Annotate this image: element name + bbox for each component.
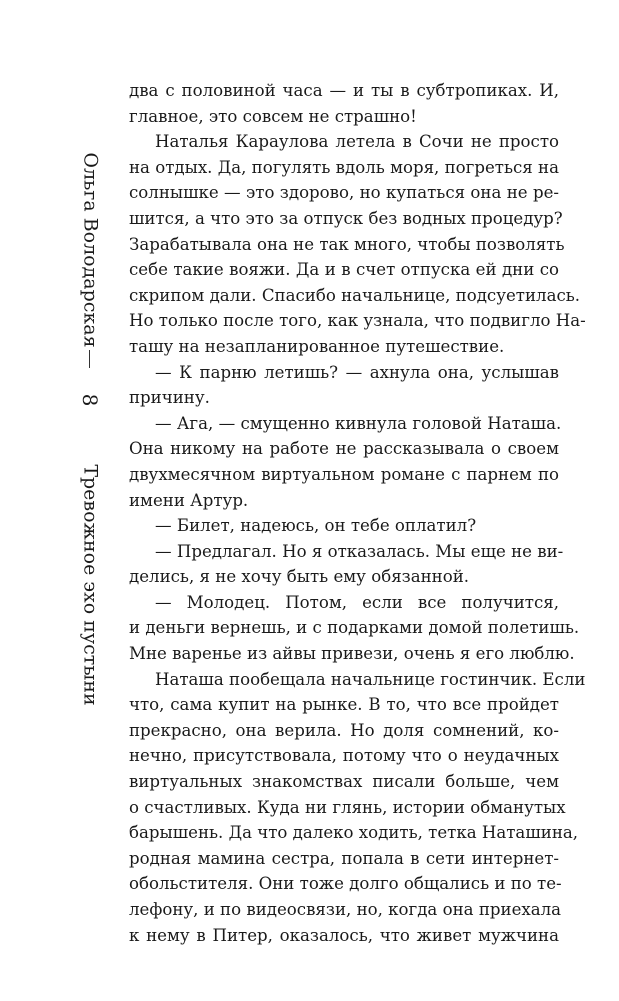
text-line: солнышке — это здорово, но купаться она не ре- <box>129 183 559 203</box>
text-line: барышень. Да что далеко ходить, тетка Наташина, <box>129 823 579 843</box>
text-line: Мне варенье из айвы привези, очень я его люблю. <box>129 644 575 664</box>
text-line: Наташа пообещала начальнице гостинчик. Если <box>155 669 586 689</box>
text-line: лефону, и по видеосвязи, но, когда она приехала <box>129 900 562 919</box>
separator-rule <box>89 350 90 368</box>
text-line: — К парню летишь? — ахнула она, услышав <box>155 362 559 382</box>
text-line: прекрасно, она верила. Но доля сомнений, ко- <box>129 720 559 740</box>
text-line: — Молодец. Потом, если все получится, <box>155 592 559 612</box>
text-line: виртуальных знакомствах писали больше, чем <box>129 772 559 792</box>
text-line: шится, а что это за отпуск без водных процедур? <box>129 208 563 228</box>
text-line: скрипом дали. Спасибо начальнице, подсуетилась. <box>129 285 581 305</box>
text-line: ташу на незапланированное путешествие. <box>129 336 505 356</box>
text-line: обольстителя. Они тоже долго общались и по те- <box>129 874 562 894</box>
body-text <box>129 78 586 948</box>
text-line: — Билет, надеюсь, он тебе оплатил? <box>155 516 477 536</box>
text-line: себе такие вояжи. Да и в счет отпуска ей дни со <box>129 260 559 280</box>
book-title: Тревожное эхо пустыни <box>79 464 102 706</box>
text-line: на отдых. Да, погулять вдоль моря, погреться на <box>129 157 559 177</box>
text-line: два с половиной часа — и ты в субтропиках. И, <box>129 81 559 100</box>
text-line: главное, это совсем не страшно! <box>129 106 417 126</box>
text-line: — Предлагал. Но я отказалась. Мы еще не ви- <box>155 541 564 561</box>
text-line: Но только после того, как узнала, что подвигло На- <box>129 311 586 331</box>
text-line: двухмесячном виртуальном романе с парнем по <box>129 464 559 484</box>
text-line: Она никому на работе не рассказывала о своем <box>129 439 559 459</box>
running-head-sidebar <box>70 120 110 760</box>
text-line: — Ага, — смущенно кивнула головой Наташа. <box>155 413 562 433</box>
text-line: родная мамина сестра, попала в сети интернет- <box>129 848 559 868</box>
text-line: Наталья Караулова летела в Сочи не просто <box>155 132 559 152</box>
text-line: причину. <box>129 388 210 408</box>
text-line: о счастливых. Куда ни глянь, истории обманутых <box>129 797 566 817</box>
author-name: Ольга Володарская <box>79 152 102 348</box>
text-line: что, сама купит на рынке. В то, что все пройдет <box>129 695 559 715</box>
text-line: к нему в Питер, оказалось, что живет мужчина <box>129 925 559 945</box>
text-line: и деньги вернешь, и с подарками домой полетишь. <box>129 618 580 638</box>
text-line: Зарабатывала она не так много, чтобы позволять <box>129 234 565 254</box>
text-line: имени Артур. <box>129 490 249 510</box>
page-number: 8 <box>78 393 102 407</box>
text-line: нечно, присутствовала, потому что о неудачных <box>129 746 559 766</box>
text-line: делись, я не хочу быть ему обязанной. <box>129 567 470 587</box>
